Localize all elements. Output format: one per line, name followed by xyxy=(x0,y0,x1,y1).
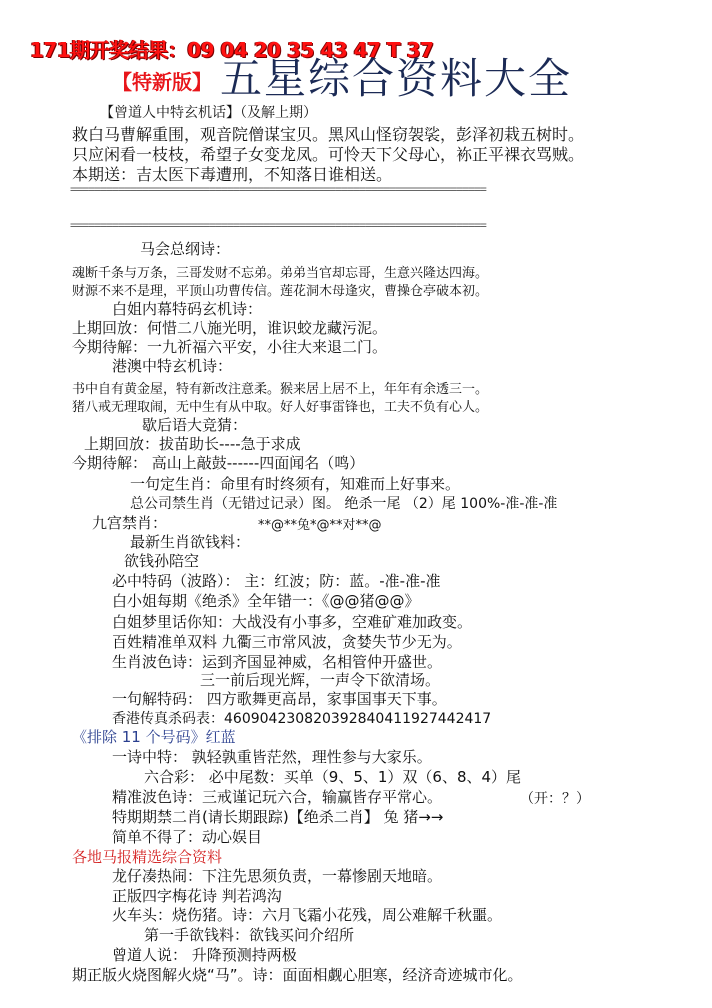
text-line: **@**兔*@**对**@ xyxy=(258,518,382,533)
section-heading: 各地马报精选综合资料 xyxy=(72,848,223,866)
text-line: 猪八戒无理取闹，无中生有从中取。好人好事雷锋也，工夫不负有心人。 xyxy=(72,400,489,415)
text-line: 百姓精准单双料 九衢三市常风波，贪婪失节少无为。 xyxy=(112,633,462,651)
text-line: 龙仔凑热闹：下注先思须负责，一幕惨剧天地暗。 xyxy=(112,867,443,885)
result-banner: 171期开奖结果：09 04 20 35 43 47 T 37 xyxy=(30,38,434,62)
text-line: 简单不得了：动心娱目 xyxy=(112,828,263,846)
text-line: 正版四字梅花诗 判若鸿沟 xyxy=(112,887,282,905)
text-line: 一句定生肖：命里有时终须有，知难而上好事来。 xyxy=(130,475,461,493)
text-line: 总公司禁生肖（无错过记录）图。 绝杀一尾 （2）尾 100%-准-准-准 xyxy=(130,496,558,512)
text-line: 期正版火烧图解火烧“马”。诗：面面相觑心胆寒，经济奇迹城市化。 xyxy=(72,966,523,984)
separator: ===================================================================== xyxy=(70,218,486,232)
text-line: （开：？） xyxy=(520,791,590,807)
section-heading: 【曾道人中特玄机话】（及解上期） xyxy=(100,105,317,121)
text-line: 今期待解： 高山上敲鼓------四面闻名（鸣） xyxy=(72,454,365,472)
text-line: 一句解特码： 四方歌舞更高昂，家事国事天下事。 xyxy=(112,690,447,708)
separator: ===================================================================== xyxy=(70,182,486,196)
text-line: 魂断千条与万条，三哥发财不忘弟。弟弟当官却忘哥，生意兴隆达四海。 xyxy=(72,266,489,281)
text-line: 三一前后现光辉，一声令下欲清场。 xyxy=(200,671,441,689)
edition-badge: 【特新版】 xyxy=(112,70,212,94)
text-line: 火车头：烧伤猪。诗：六月飞霜小花残，周公难解千秋噩。 xyxy=(112,906,503,924)
text-line: 九宫禁肖： xyxy=(92,514,168,532)
text-line: 曾道人说： 升降预测持两极 xyxy=(112,946,297,964)
text-line: 一诗中特： 孰轻孰重皆茫然，理性参与大家乐。 xyxy=(112,748,432,766)
text-line: 白小姐每期《绝杀》全年错一：《@@猪@@》 xyxy=(112,592,420,610)
section-heading: 白姐内幕特码玄机诗： xyxy=(112,300,263,318)
text-line: 生肖波色诗：运到齐国显神威，名相管仲开盛世。 xyxy=(112,653,443,671)
text-line: 救白马曹解重围，观音院僧谋宝贝。黑风山怪窃袈裟，彭泽初栽五树时。 xyxy=(72,125,585,144)
text-line: 第一手欲钱料：欲钱买问介绍所 xyxy=(144,926,355,944)
text-line: 今期待解：一九祈福六平安，小往大来退二门。 xyxy=(72,338,388,356)
text-line: 必中特码（波路）： 主：红波；防：蓝。-准-准-准 xyxy=(112,572,441,590)
text-line: 只应闲看一枝枝，希望子女变龙凤。可怜天下父母心，袮正平裸衣骂贼。 xyxy=(72,145,585,164)
text-line: 六合彩： 必中尾数：买单（9、5、1）双（6、8、4）尾 xyxy=(144,768,522,786)
section-heading: 马会总纲诗： xyxy=(140,240,231,258)
text-line: 欲钱孙陪空 xyxy=(124,552,200,570)
text-line: 本期送：吉太医下毒遭刑，不知落日谁相送。 xyxy=(72,165,393,184)
text-line: 书中自有黄金屋，特有新改注意柔。猴来居上居不上，年年有余透三一。 xyxy=(72,382,489,397)
page-title: 五星综合资料大全 xyxy=(220,54,573,103)
text-line: 《排除 11 个号码》红蓝 xyxy=(72,728,236,746)
text-line: 特期期禁二肖(请长期跟踪)【绝杀二肖】 兔 猪→→ xyxy=(112,808,444,826)
text-line: 精准波色诗：三戒谨记玩六合，输赢皆存平常心。 xyxy=(112,788,443,806)
text-line: 上期回放：何惜二八施光明，谁识蛟龙藏污泥。 xyxy=(72,319,388,337)
section-heading: 歇后语大竞猜： xyxy=(142,416,248,434)
text-line: 白姐梦里话你知：大战没有小事多，空难矿难加政变。 xyxy=(112,613,473,631)
text-line: 香港传真杀码表：4609042308203928404119274424​17 xyxy=(112,711,492,727)
section-heading: 港澳中特玄机诗： xyxy=(112,357,233,375)
text-line: 财源不来不是理，平顶山功曹传信。莲花洞木母逢灾，曹操仓亭破本初。 xyxy=(72,284,489,299)
section-heading: 最新生肖欲钱料： xyxy=(130,533,251,551)
text-line: 上期回放：拔苗助长----急于求成 xyxy=(84,435,301,453)
